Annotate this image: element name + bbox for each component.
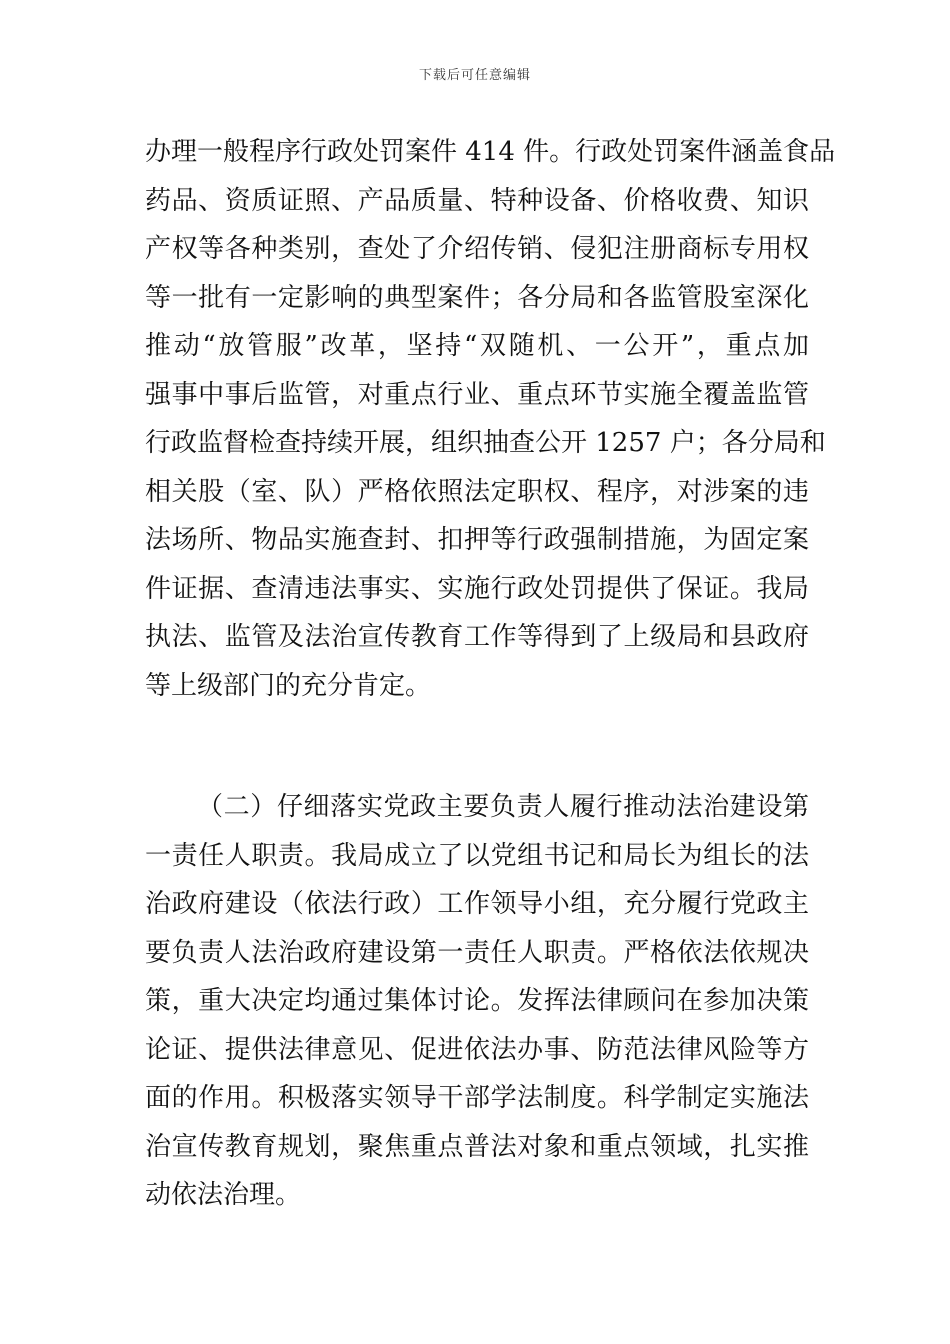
paragraph-line: 件证据、查清违法事实、实施行政处罚提供了保证。我局 [145, 573, 809, 604]
paragraph-line: 产权等各种类别，查处了介绍传销、侵犯注册商标专用权 [145, 234, 809, 264]
paragraph-line: （二）仔细落实党政主要负责人履行推动法治建设第 [197, 792, 809, 822]
paragraph-line: 面的作用。积极落实领导干部学法制度。科学制定实施法 [145, 1083, 809, 1113]
page-header: 下载后可任意编辑 [418, 68, 531, 83]
paragraph-2 [145, 783, 809, 1220]
paragraph-line: 强事中事后监管，对重点行业、重点环节实施全覆盖监管 [145, 379, 809, 410]
paragraph-line: 行政监督检查持续开展，组织抽查公开 1257 户；各分局和 [145, 428, 826, 458]
document-body [145, 128, 836, 1220]
paragraph-line: 相关股（室、队）严格依照法定职权、程序，对涉案的违 [145, 476, 809, 507]
paragraph-1 [145, 128, 836, 710]
paragraph-spacer [145, 710, 809, 783]
paragraph-line: 治宣传教育规划，聚焦重点普法对象和重点领域，扎实推 [145, 1131, 809, 1162]
paragraph-line: 等上级部门的充分肯定。 [145, 670, 432, 701]
paragraph-line: 法场所、物品实施查封、扣押等行政强制措施，为固定案 [145, 525, 809, 555]
paragraph-line: 推动“放管服”改革，坚持“双随机、一公开”，重点加 [145, 331, 809, 361]
paragraph-line: 要负责人法治政府建设第一责任人职责。严格依法依规决 [145, 937, 809, 968]
paragraph-line: 办理一般程序行政处罚案件 414 件。行政处罚案件涵盖食品 [145, 137, 836, 167]
paragraph-line: 策，重大决定均通过集体讨论。发挥法律顾问在参加决策 [145, 986, 809, 1016]
paragraph-line: 执法、监管及法治宣传教育工作等得到了上级局和县政府 [145, 622, 809, 652]
paragraph-line: 动依法治理。 [145, 1180, 302, 1210]
paragraph-line: 药品、资质证照、产品质量、特种设备、价格收费、知识 [145, 185, 809, 216]
paragraph-line: 等一批有一定影响的典型案件；各分局和各监管股室深化 [145, 282, 809, 313]
paragraph-line: 治政府建设（依法行政）工作领导小组，充分履行党政主 [145, 889, 809, 919]
paragraph-line: 论证、提供法律意见、促进依法办事、防范法律风险等方 [145, 1034, 809, 1065]
paragraph-line: 一责任人职责。我局成立了以党组书记和局长为组长的法 [145, 840, 809, 871]
